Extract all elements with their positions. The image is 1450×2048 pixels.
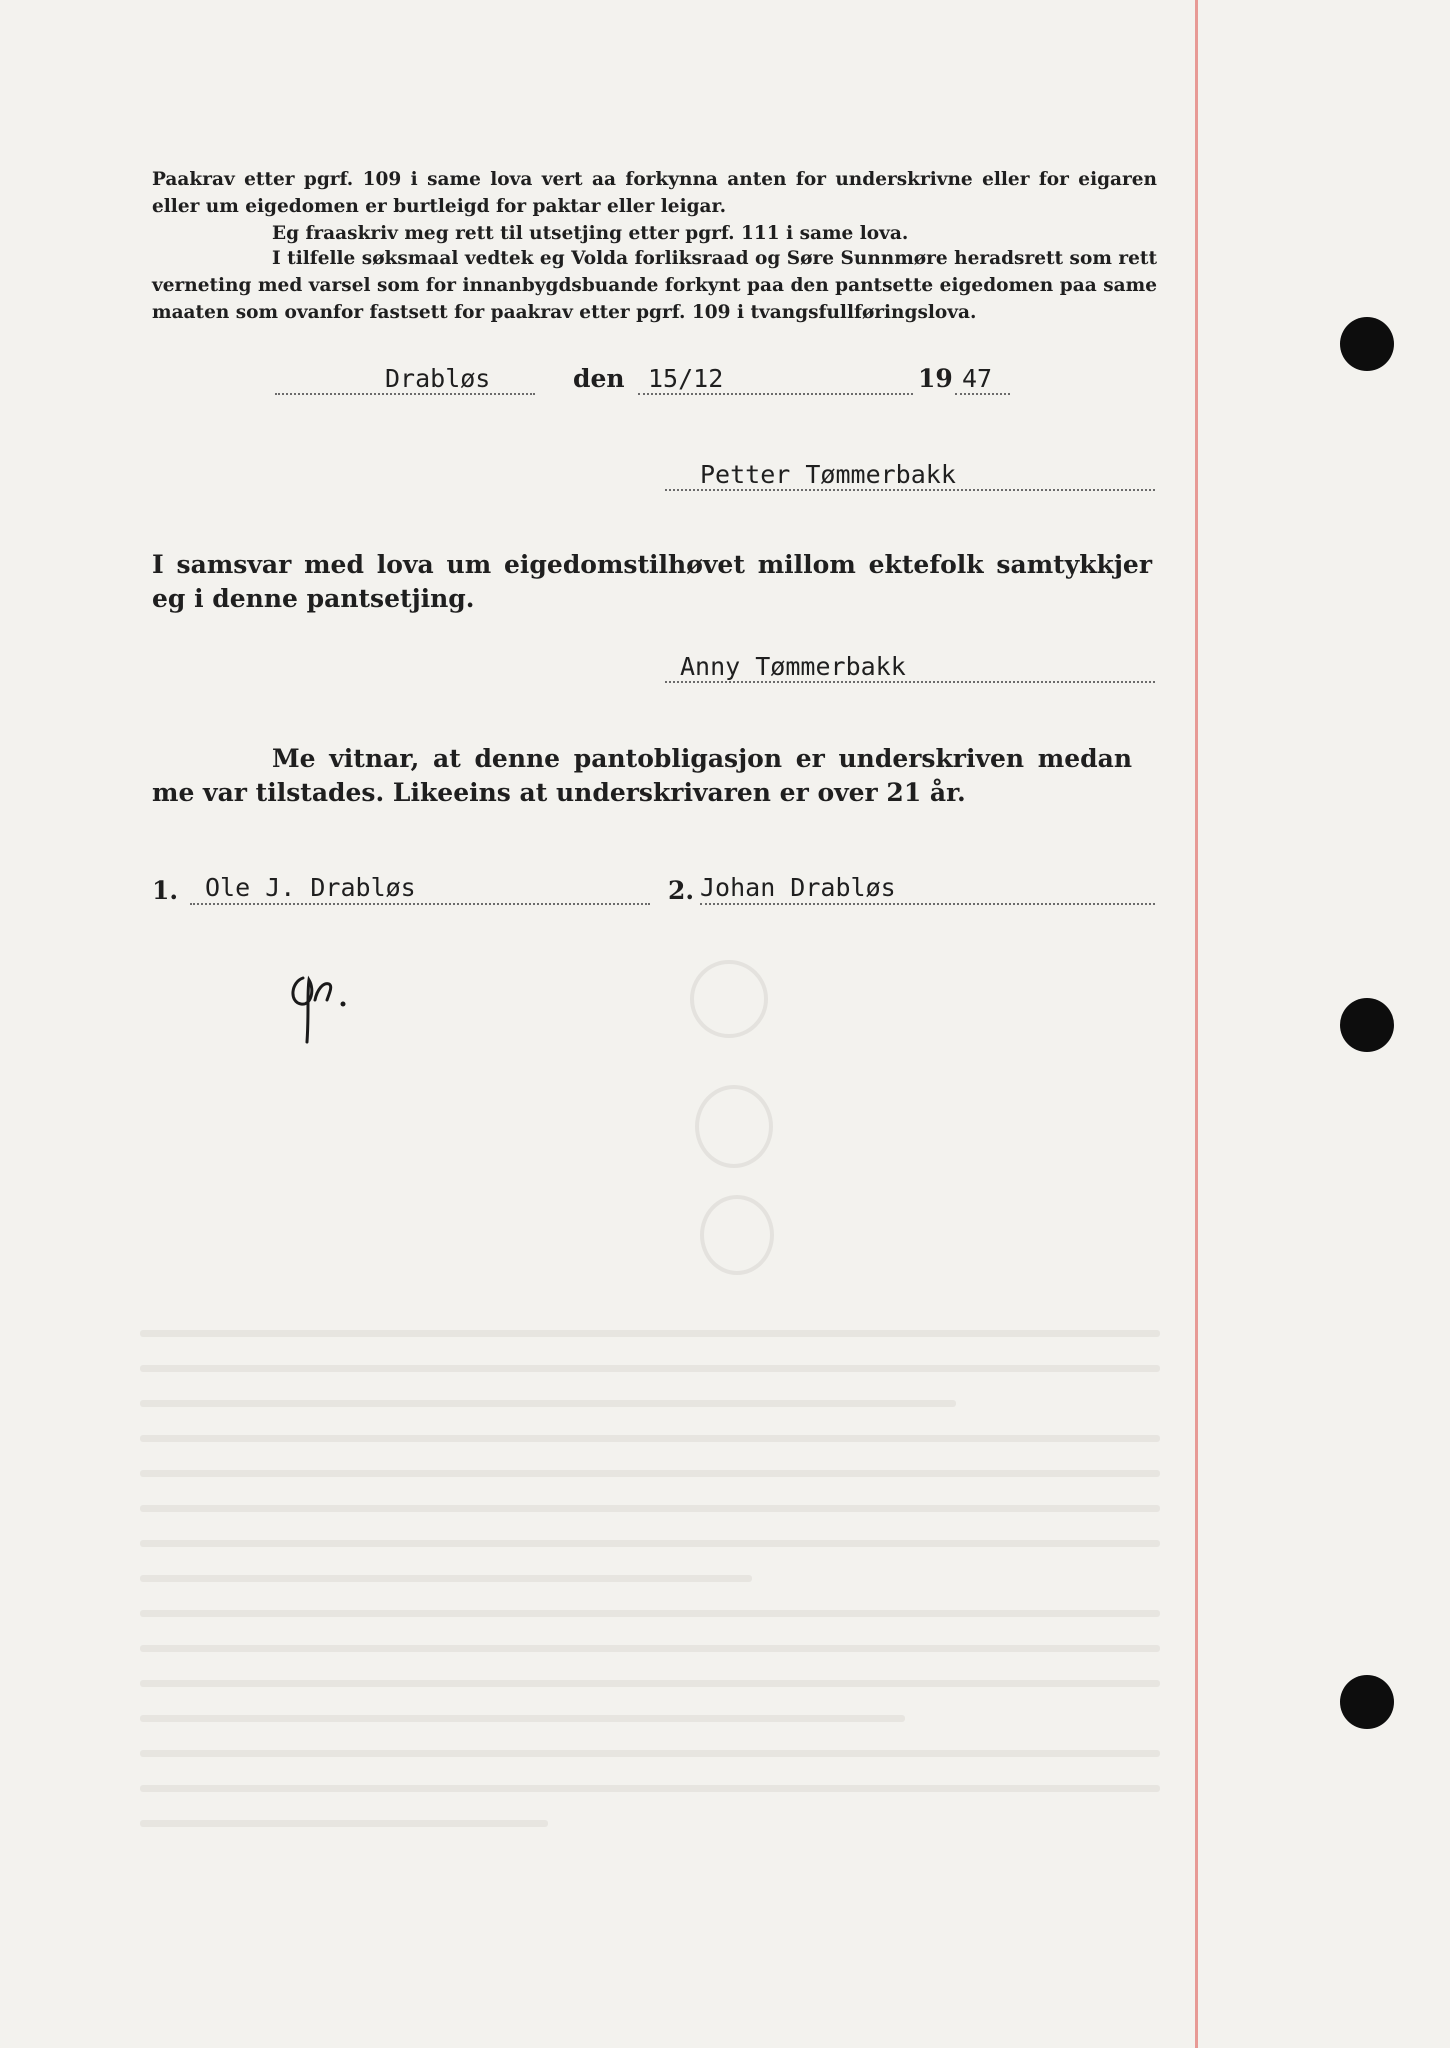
- dateline-year-prefix: 19: [918, 364, 953, 393]
- dateline-date: 15/12: [648, 364, 724, 393]
- clause-paakrav: Paakrav etter pgrf. 109 i same lova vert aa forkynna anten for underskrivne eller for eigaren eller um eigedomen er burtleigd for paktar eller leigar.: [152, 169, 1157, 217]
- witness-2-name: Johan Drabløs: [700, 873, 896, 902]
- dateline-place-line: [275, 393, 535, 395]
- clause-soksmaal: I tilfelle søksmaal vedtek eg Volda forliksraad og Søre Sunnmøre heradsrett som rett verneting med varsel som for innanbygdsbuande forkynt paa den pantsette eigedomen paa same maaten som ovanfor fastsett for paakrav etter pgrf. 109 i tvangsfullføringslova.: [152, 248, 1157, 323]
- margin-line: [1195, 0, 1198, 2048]
- punch-hole: [1340, 998, 1394, 1052]
- witness-2-number: 2.: [668, 876, 695, 905]
- signature1: Petter Tømmerbakk: [700, 460, 956, 489]
- bleed-through-stamp: [700, 1195, 774, 1275]
- witness-text: Me vitnar, at denne pantobligasjon er underskriven medan me var tilstades. Likeeins at underskrivaren er over 21 år.: [152, 744, 1132, 807]
- dateline-year-line: [955, 393, 1010, 395]
- witness-1-number: 1.: [152, 876, 179, 905]
- consent-text: I samsvar med lova um eigedomstilhøvet millom ektefolk samtykkjer eg i denne pantsetjing.: [152, 550, 1152, 613]
- dateline-date-line: [638, 393, 913, 395]
- signature2: Anny Tømmerbakk: [680, 652, 906, 681]
- witness-1-name: Ole J. Drabløs: [205, 873, 416, 902]
- bleed-through-stamp: [695, 1085, 773, 1168]
- bleed-through-text: [140, 1330, 1160, 1855]
- witness-1-line: [190, 903, 650, 905]
- handwritten-initials-icon: [285, 960, 355, 1050]
- punch-hole: [1340, 1675, 1394, 1729]
- witness-2-line: [700, 903, 1155, 905]
- signature2-line: [665, 681, 1155, 683]
- punch-hole: [1340, 317, 1394, 371]
- clause-fraaskriv: Eg fraaskriv meg rett til utsetjing etter pgrf. 111 i same lova.: [272, 223, 909, 244]
- signature1-line: [665, 489, 1155, 491]
- bleed-through-stamp: [690, 960, 768, 1038]
- dateline-place: Drabløs: [385, 364, 491, 393]
- dateline-den-label: den: [573, 364, 625, 393]
- dateline-year-suffix: 47: [962, 364, 993, 393]
